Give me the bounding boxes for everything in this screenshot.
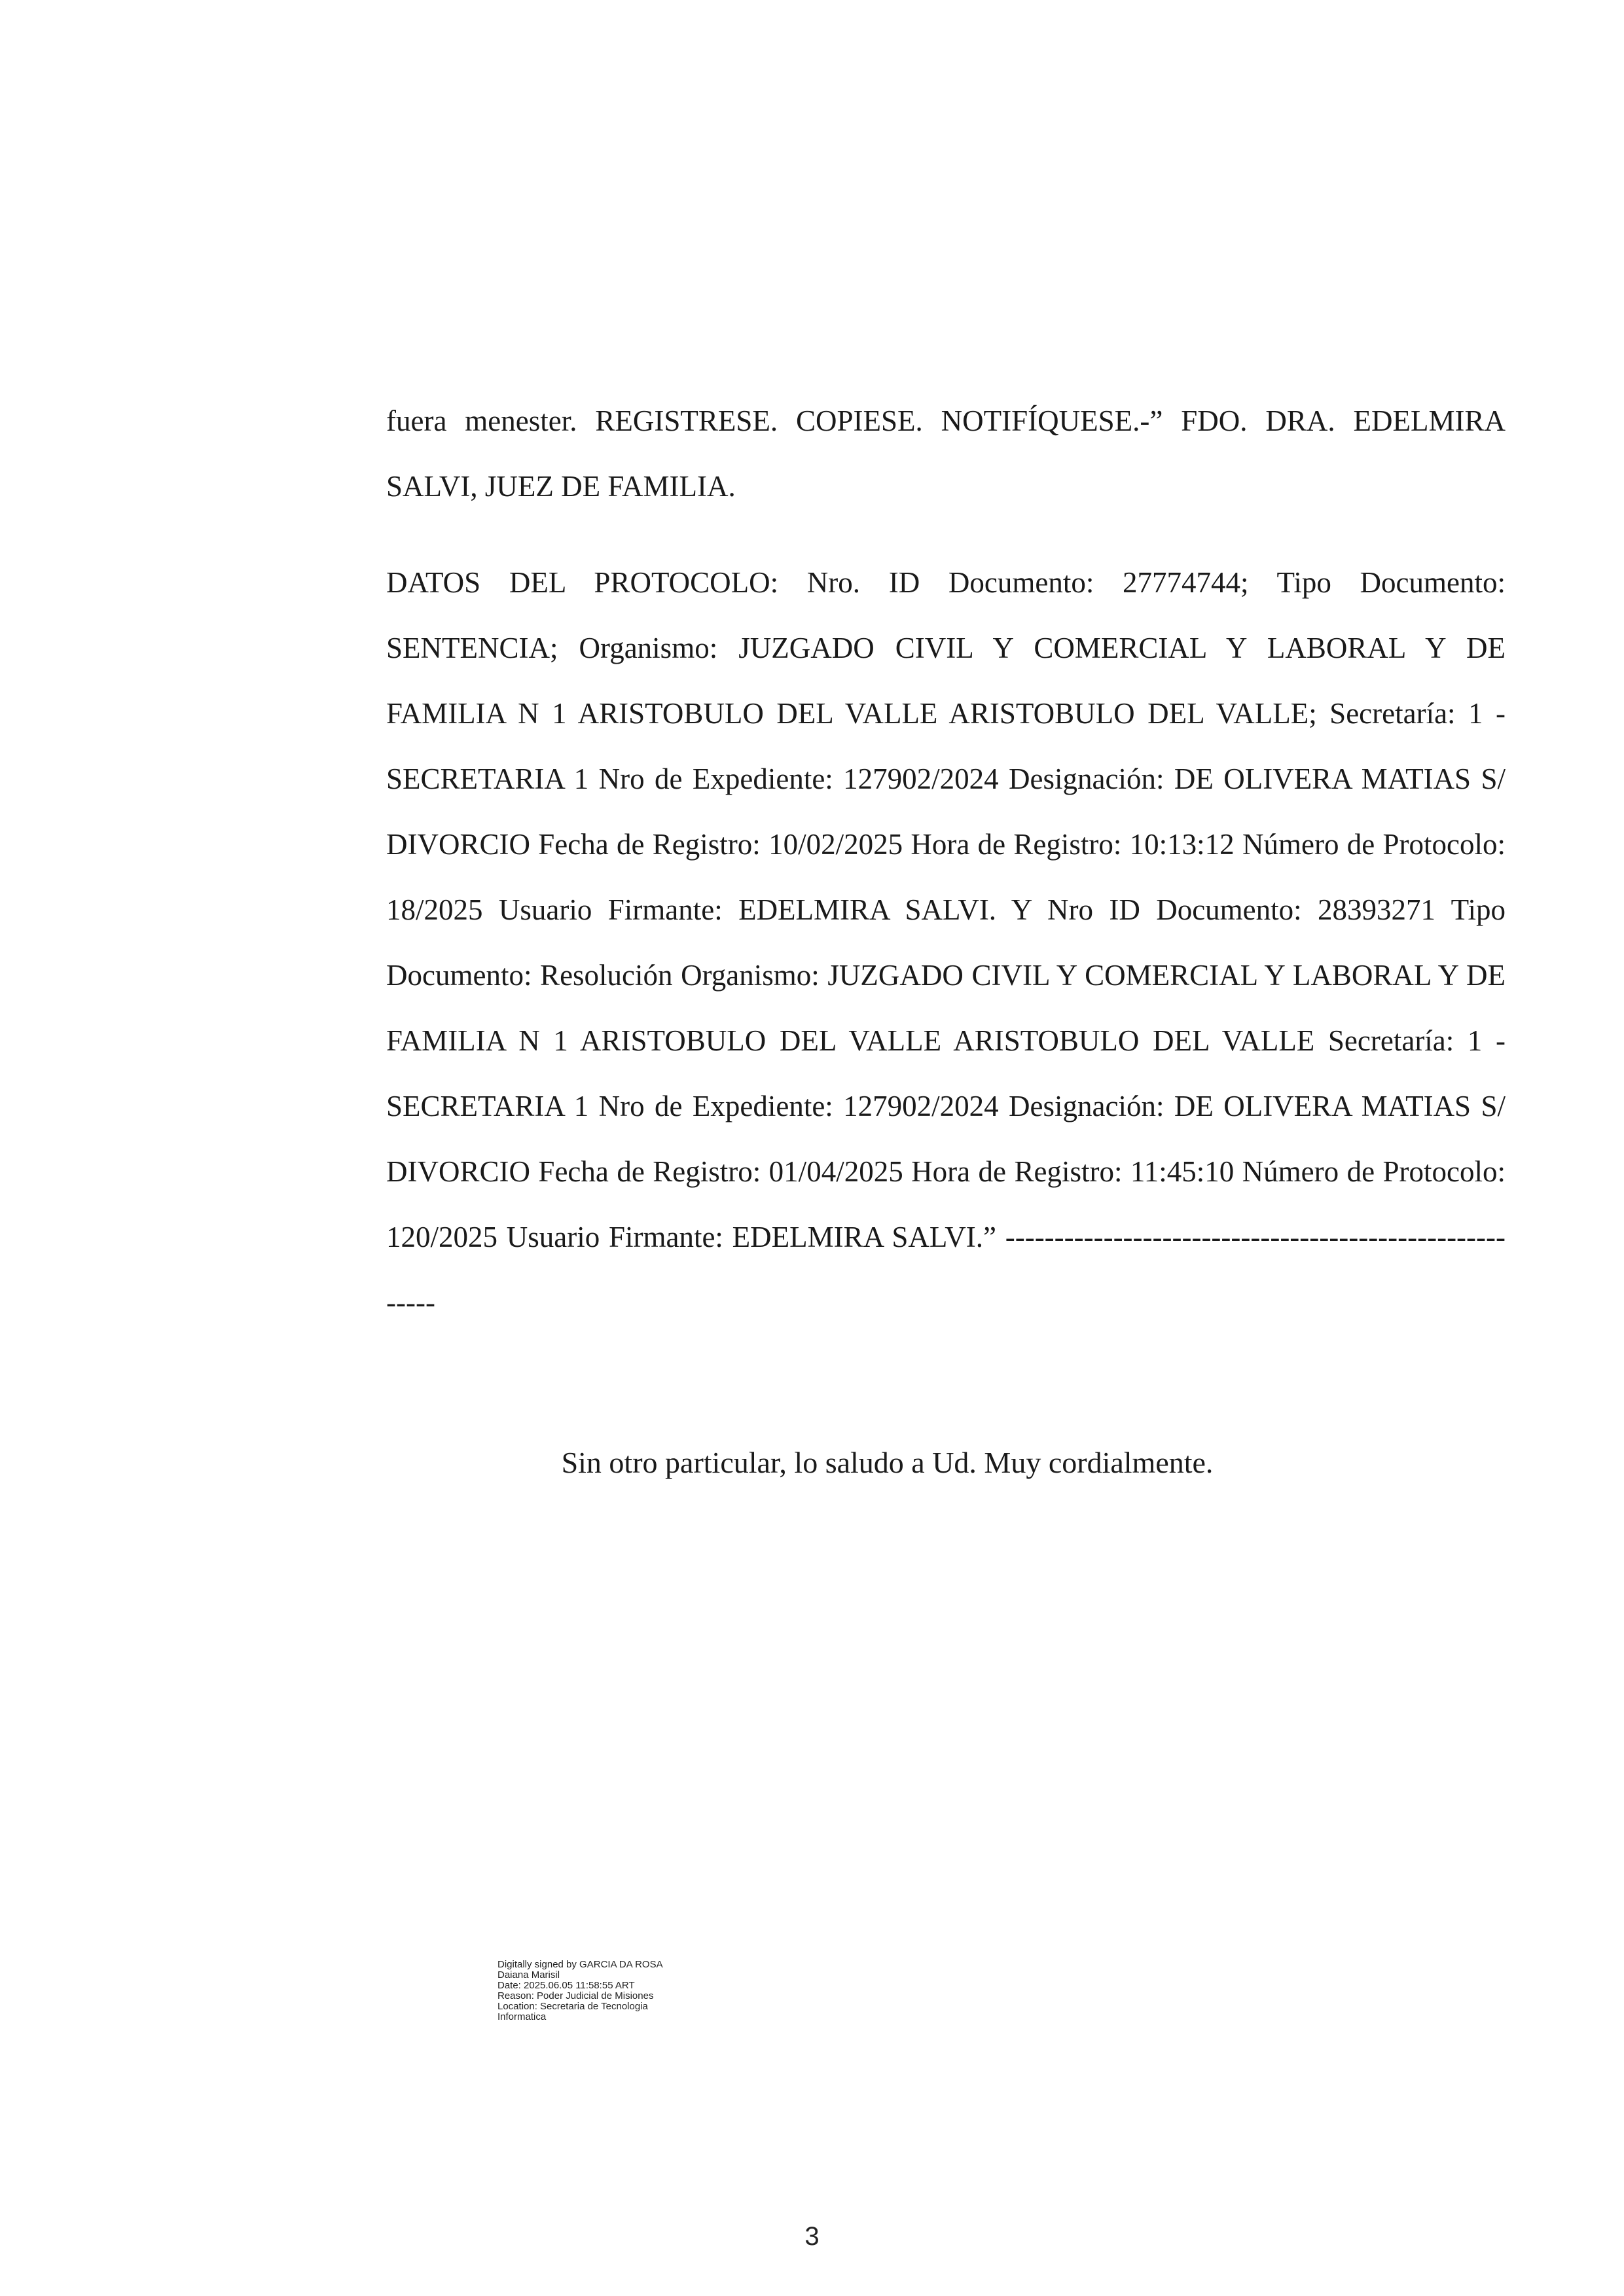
signature-line: Reason: Poder Judicial de Misiones xyxy=(497,1990,654,2001)
closing-salutation xyxy=(0,1443,1624,1482)
digital-signature-block xyxy=(497,1960,707,2022)
signature-line: Location: Secretaria de Tecnologia xyxy=(497,2001,648,2012)
page-number: 3 xyxy=(804,2222,820,2251)
signature-line: Daiana Marisil xyxy=(497,1969,560,1981)
document-body xyxy=(386,388,1506,1335)
closing-text: Sin otro particular, lo saludo a Ud. Muy cordialmente. xyxy=(561,1446,1214,1479)
paragraph-closing-order: fuera menester. REGISTRESE. COPIESE. NOTIFÍQUESE.-” FDO. DRA. EDELMIRA SALVI, JUEZ DE FAMILIA. xyxy=(386,404,1506,503)
signature-line: Informatica xyxy=(497,2011,547,2022)
signature-line: Digitally signed by GARCIA DA ROSA xyxy=(497,1959,663,1970)
paragraph-protocol-data: DATOS DEL PROTOCOLO: Nro. ID Documento: 27774744; Tipo Documento: SENTENCIA; Organismo: JUZGADO CIVIL Y COMERCIAL Y LABORAL Y DE FAMILIA N 1 ARISTOBULO DEL VALLE ARISTOBULO DEL VALLE; Secretaría: 1 - SECRETARIA 1 Nro de Expediente: 127902/2024 Designación: DE OLIVERA MATIAS S/ DIVORCIO Fecha de Registro: 10/02/2025 Hora de Registro: 10:13:12 Número de Protocolo: 18/2025 Usuario Firmante: EDELMIRA SALVI. Y Nro ID Documento: 28393271 Tipo Documento: Resolución Organismo: JUZGADO CIVIL Y COMERCIAL Y LABORAL Y DE FAMILIA N 1 ARISTOBULO DEL VALLE ARISTOBULO DEL VALLE Secretaría: 1 - SECRETARIA 1 Nro de Expediente: 127902/2024 Designación: DE OLIVERA MATIAS S/ DIVORCIO Fecha de Registro: 01/04/2025 Hora de Registro: 11:45:10 Número de Protocolo: 120/2025 Usuario Firmante: EDELMIRA SALVI.” -------------------------------------------------------- xyxy=(386,566,1506,1319)
signature-line: Date: 2025.06.05 11:58:55 ART xyxy=(497,1980,635,1991)
